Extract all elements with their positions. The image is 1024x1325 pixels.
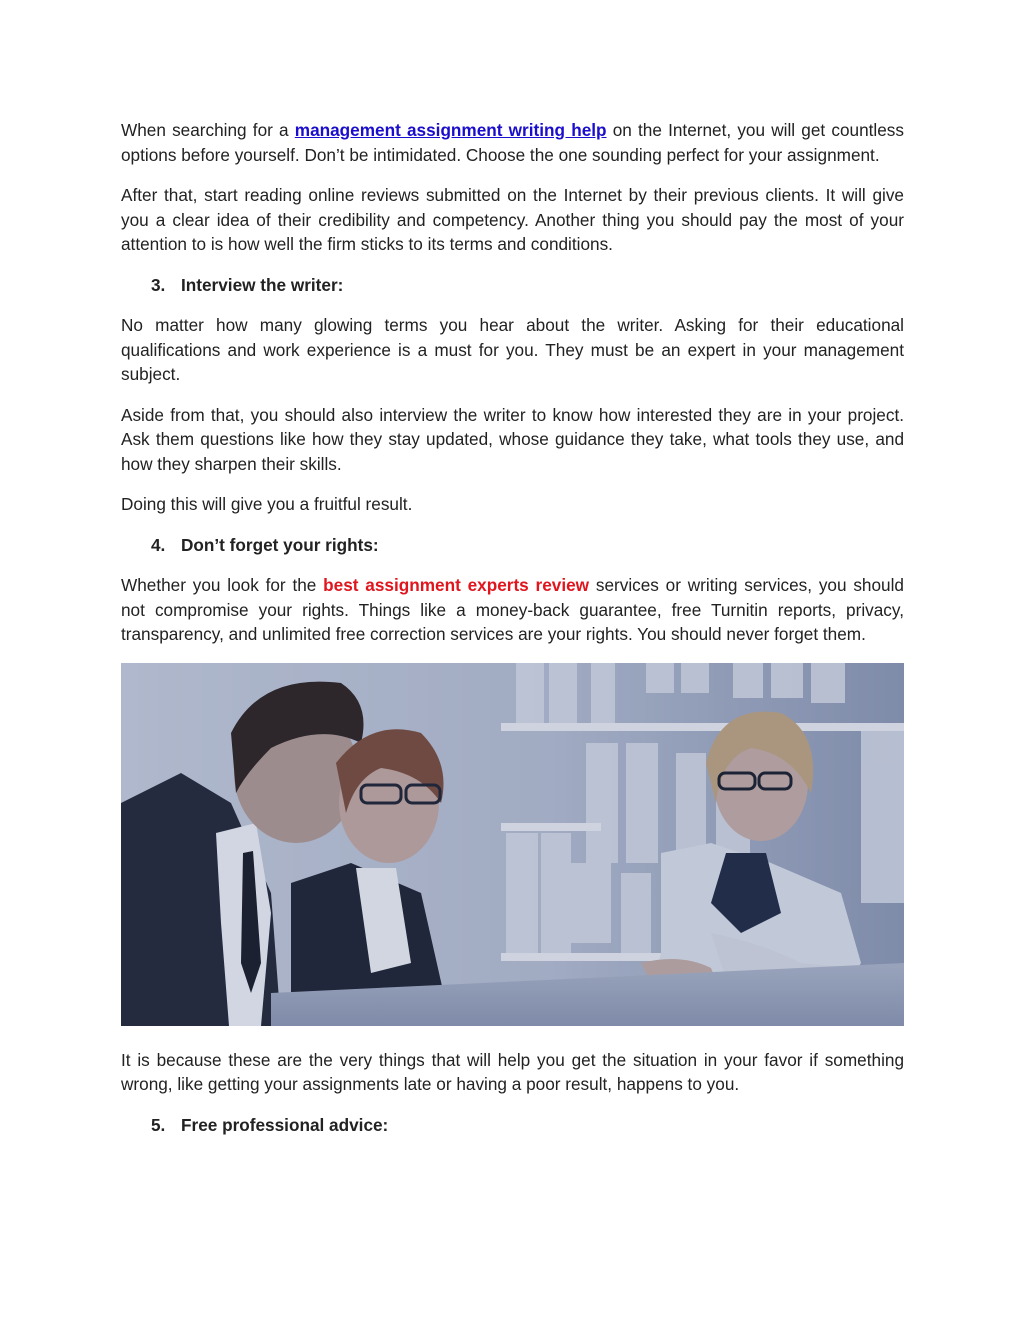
document-page	[121, 118, 904, 1137]
paragraph-result: Doing this will give you a fruitful result.	[121, 494, 413, 514]
paragraph-interview: Aside from that, you should also interview the writer to know how interested they are in your project. Ask them questions like how they stay updated, whose guidance they take, what tools they use, and how they sharpen their skills.	[121, 404, 904, 474]
heading-free-advice: 5. Free professional advice:	[151, 1114, 389, 1135]
paragraph-qualifications: No matter how many glowing terms you hear about the writer. Asking for their educational qualifications and work experience is a must for you. They must be an expert in your management subject.	[121, 315, 904, 384]
office-meeting-photo	[121, 663, 904, 1026]
paragraph-rights: Whether you look for the best assignment experts review services or writing services, you should not compromise your rights. Things like a money-back guarantee, free Turnitin reports, privacy, transparency, and unlimited free correction services are your rights. You should never forget them.	[121, 575, 904, 644]
paragraph-intro: When searching for a management assignment writing help on the Internet, you will get countless options before yourself. Don’t be intimidated. Choose the one sounding perfect for your assignment.	[121, 120, 904, 165]
paragraph-reviews: After that, start reading online reviews submitted on the Internet by their previous clients. It will give you a clear idea of their credibility and competency. Another thing you should pay the most of your attention to is how well the firm sticks to its terms and conditions.	[121, 185, 904, 254]
heading-rights: 4. Don’t forget your rights:	[151, 534, 379, 555]
paragraph-favor: It is because these are the very things that will help you get the situation in your favor if something wrong, like getting your assignments late or having a poor result, happens to you.	[121, 1049, 904, 1094]
management-assignment-link[interactable]: management assignment writing help	[294, 120, 607, 140]
best-assignment-experts-link[interactable]: best assignment experts review	[323, 575, 590, 595]
heading-interview-writer: 3. Interview the writer:	[151, 274, 344, 295]
